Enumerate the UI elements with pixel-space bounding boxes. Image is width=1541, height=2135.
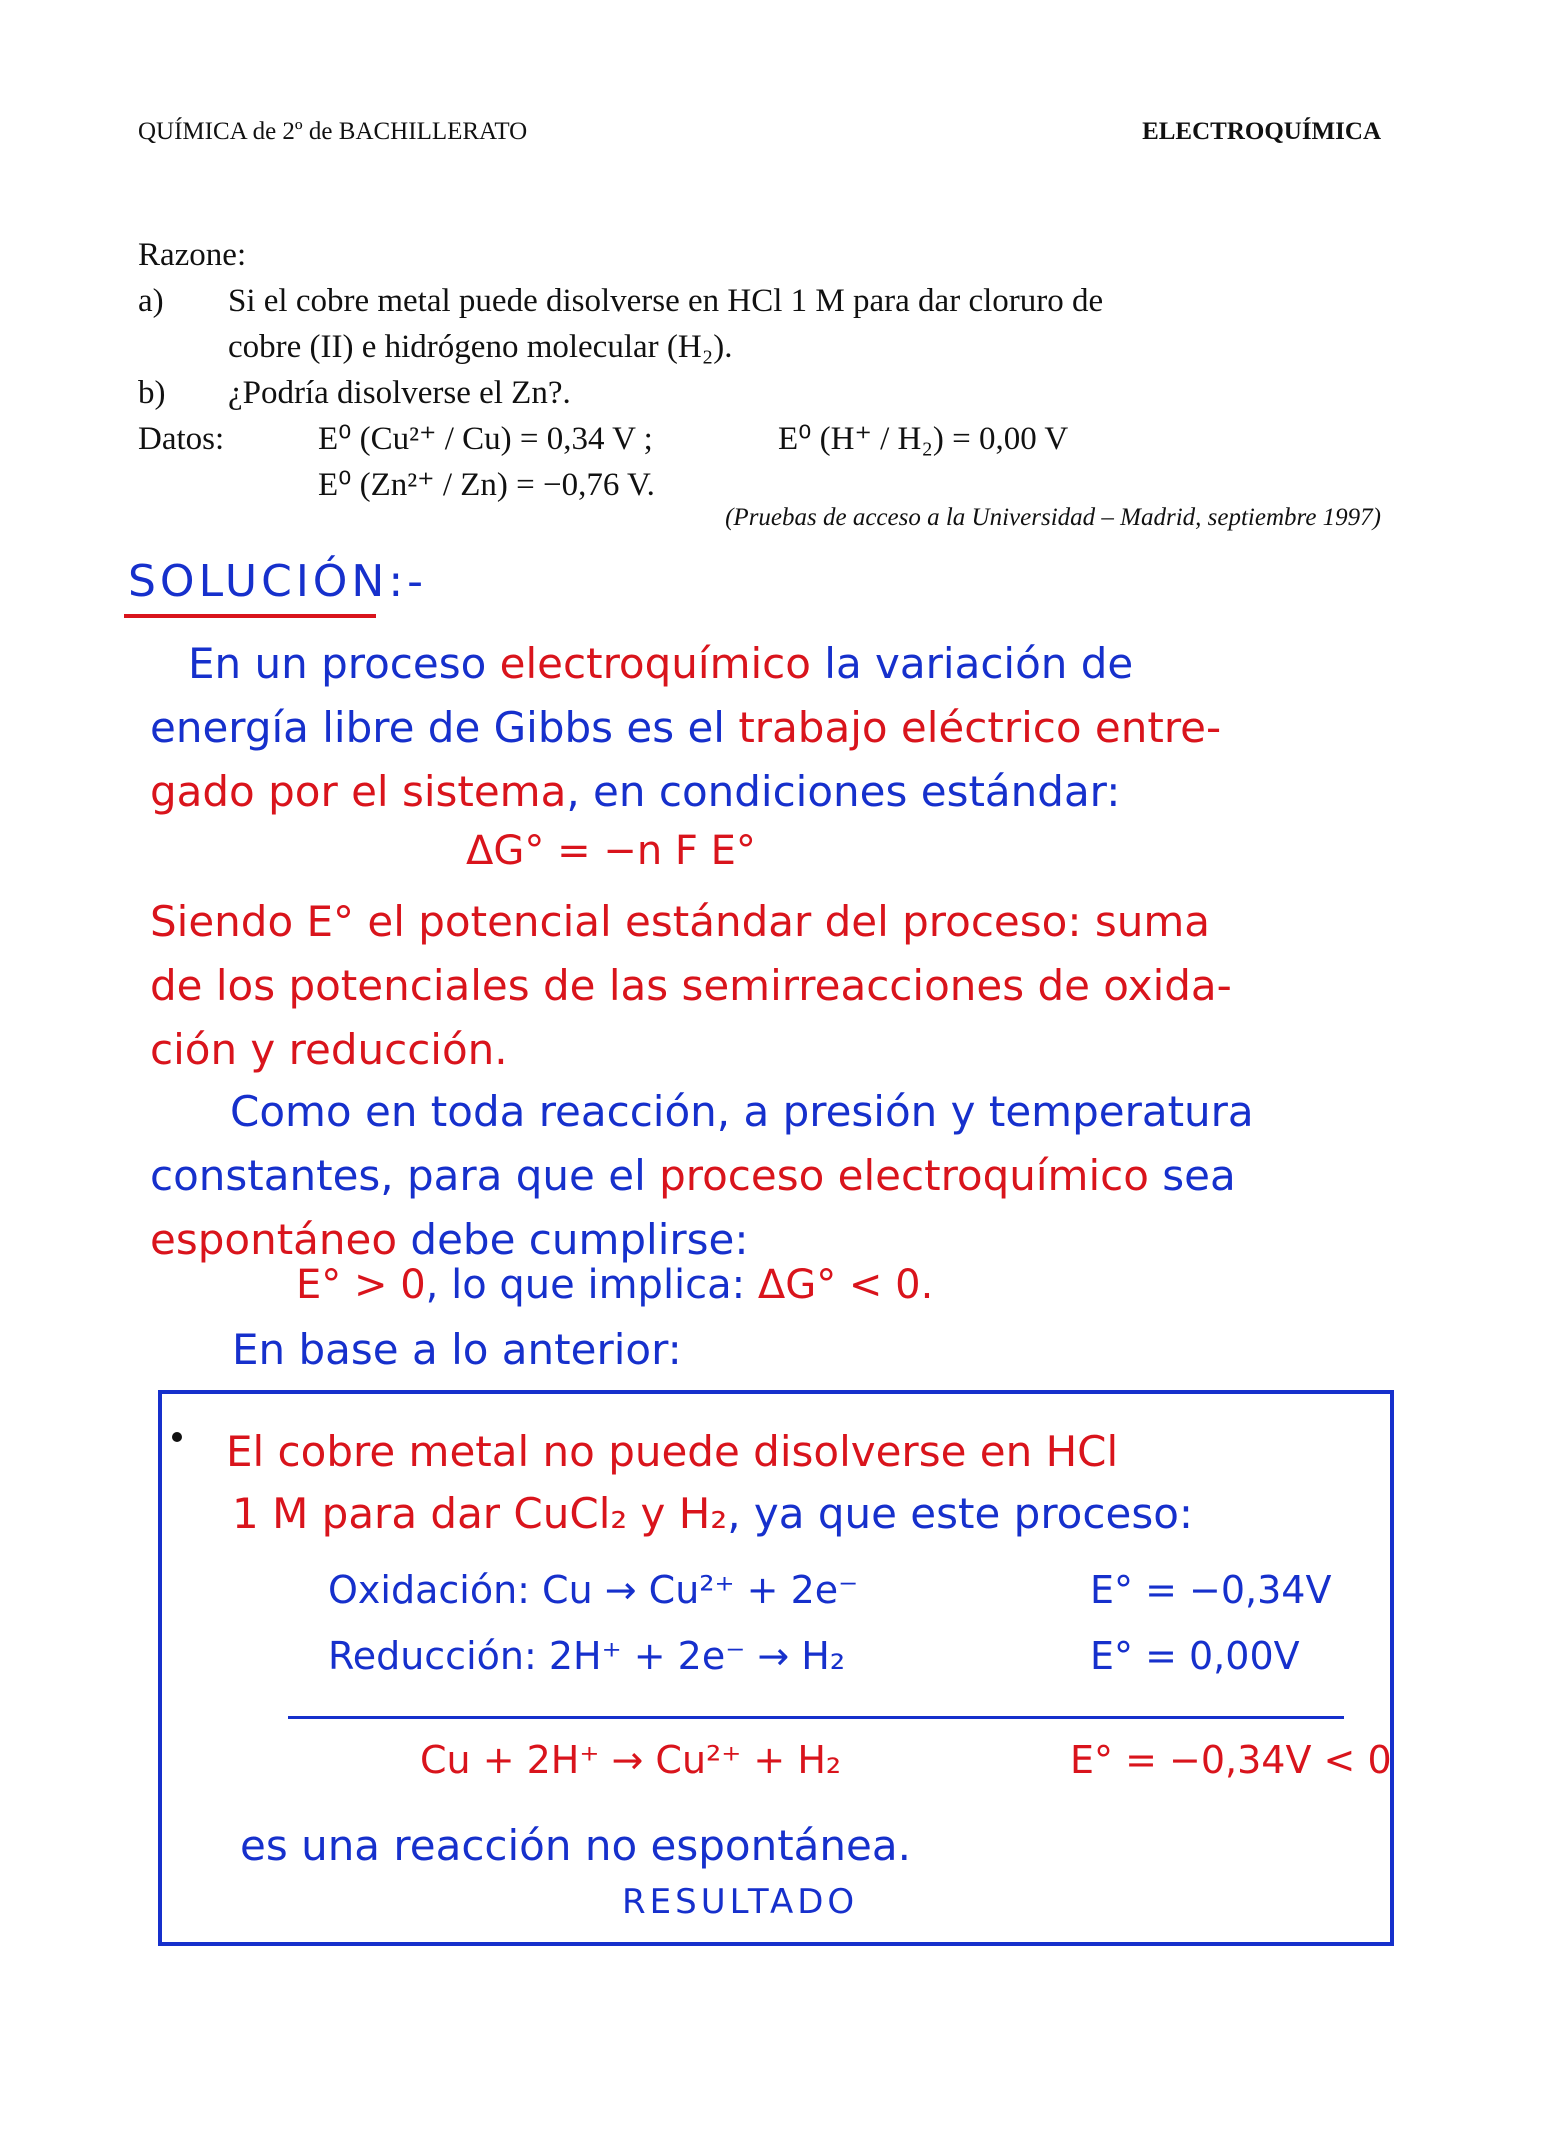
p3-line-1: Como en toda reacción, a presión y temperatura	[230, 1087, 1254, 1136]
reduction-potential: E° = 0,00V	[1090, 1634, 1300, 1678]
p1-line-1: En un proceso electroquímico la variación de	[188, 639, 1134, 688]
solution-title: SOLUCIÓN:-	[128, 556, 428, 607]
reduction-equation: 2H⁺ + 2e⁻ → H₂	[548, 1634, 846, 1678]
box-line-2: 1 M para dar CuCl₂ y H₂, ya que este proceso:	[232, 1489, 1194, 1538]
p4-line: En base a lo anterior:	[232, 1325, 682, 1374]
p3-line-3: espontáneo debe cumplirse:	[150, 1215, 749, 1264]
item-a-line2: cobre (II) e hidrógeno molecular (H₂).	[228, 329, 733, 365]
item-a-label: a)	[138, 283, 164, 319]
item-b-text: ¿Podría disolverse el Zn?.	[228, 375, 571, 411]
p2-line-2: de los potenciales de las semirreacciones de oxida-	[150, 961, 1232, 1010]
item-b-label: b)	[138, 375, 166, 411]
datos-row-2	[138, 462, 1388, 508]
p2-line-1: Siendo E° el potencial estándar del proceso: suma	[150, 897, 1210, 946]
result-label: RESULTADO	[622, 1882, 859, 1922]
overall-potential: E° = −0,34V < 0	[1070, 1738, 1392, 1782]
solution-title-underline	[124, 614, 376, 618]
dato-h: E⁰ (H⁺ / H₂) = 0,00 V	[778, 421, 1069, 457]
datos-label: Datos:	[138, 421, 225, 457]
oxidation-equation: Cu → Cu²⁺ + 2e⁻	[542, 1568, 859, 1612]
p2-line-3: ción y reducción.	[150, 1025, 508, 1074]
gibbs-equation: ΔG° = −n F E°	[466, 828, 756, 874]
oxidation-potential: E° = −0,34V	[1090, 1568, 1332, 1612]
header-subject: QUÍMICA de 2º de BACHILLERATO	[138, 118, 528, 145]
sum-divider	[288, 1716, 1344, 1719]
problem-intro: Razone:	[138, 237, 247, 273]
p1-line-3: gado por el sistema, en condiciones estándar:	[150, 767, 1121, 816]
item-b	[138, 370, 1388, 416]
source-citation: (Pruebas de acceso a la Universidad – Madrid, septiembre 1997)	[725, 504, 1381, 531]
reduction-label: Reducción:	[328, 1634, 537, 1678]
problem-statement	[138, 232, 1388, 508]
bullet-point	[172, 1432, 182, 1442]
spontaneity-condition: E° > 0, lo que implica: ΔG° < 0.	[296, 1262, 934, 1308]
solution-paragraph-1	[150, 632, 1400, 824]
solution-paragraph-2	[150, 890, 1400, 1082]
dato-zn: E⁰ (Zn²⁺ / Zn) = −0,76 V.	[318, 467, 655, 503]
reduction-line	[328, 1634, 845, 1678]
oxidation-label: Oxidación:	[328, 1568, 530, 1612]
box-line-1: El cobre metal no puede disolverse en HCl	[226, 1427, 1119, 1476]
p1-line-2: energía libre de Gibbs es el trabajo eléctrico entre-	[150, 703, 1222, 752]
item-a	[138, 278, 1388, 324]
datos-row-1	[138, 416, 1388, 462]
header-topic: ELECTROQUÍMICA	[1142, 118, 1381, 145]
overall-equation: Cu + 2H⁺ → Cu²⁺ + H₂	[420, 1738, 842, 1782]
item-a-line1: Si el cobre metal puede disolverse en HCl 1 M para dar cloruro de	[228, 283, 1104, 319]
solution-paragraph-3	[150, 1080, 1400, 1272]
conclusion-text: es una reacción no espontánea.	[240, 1821, 911, 1870]
oxidation-line	[328, 1568, 858, 1612]
p3-line-2: constantes, para que el proceso electroquímico sea	[150, 1151, 1236, 1200]
dato-cu: E⁰ (Cu²⁺ / Cu) = 0,34 V ;	[318, 421, 653, 457]
